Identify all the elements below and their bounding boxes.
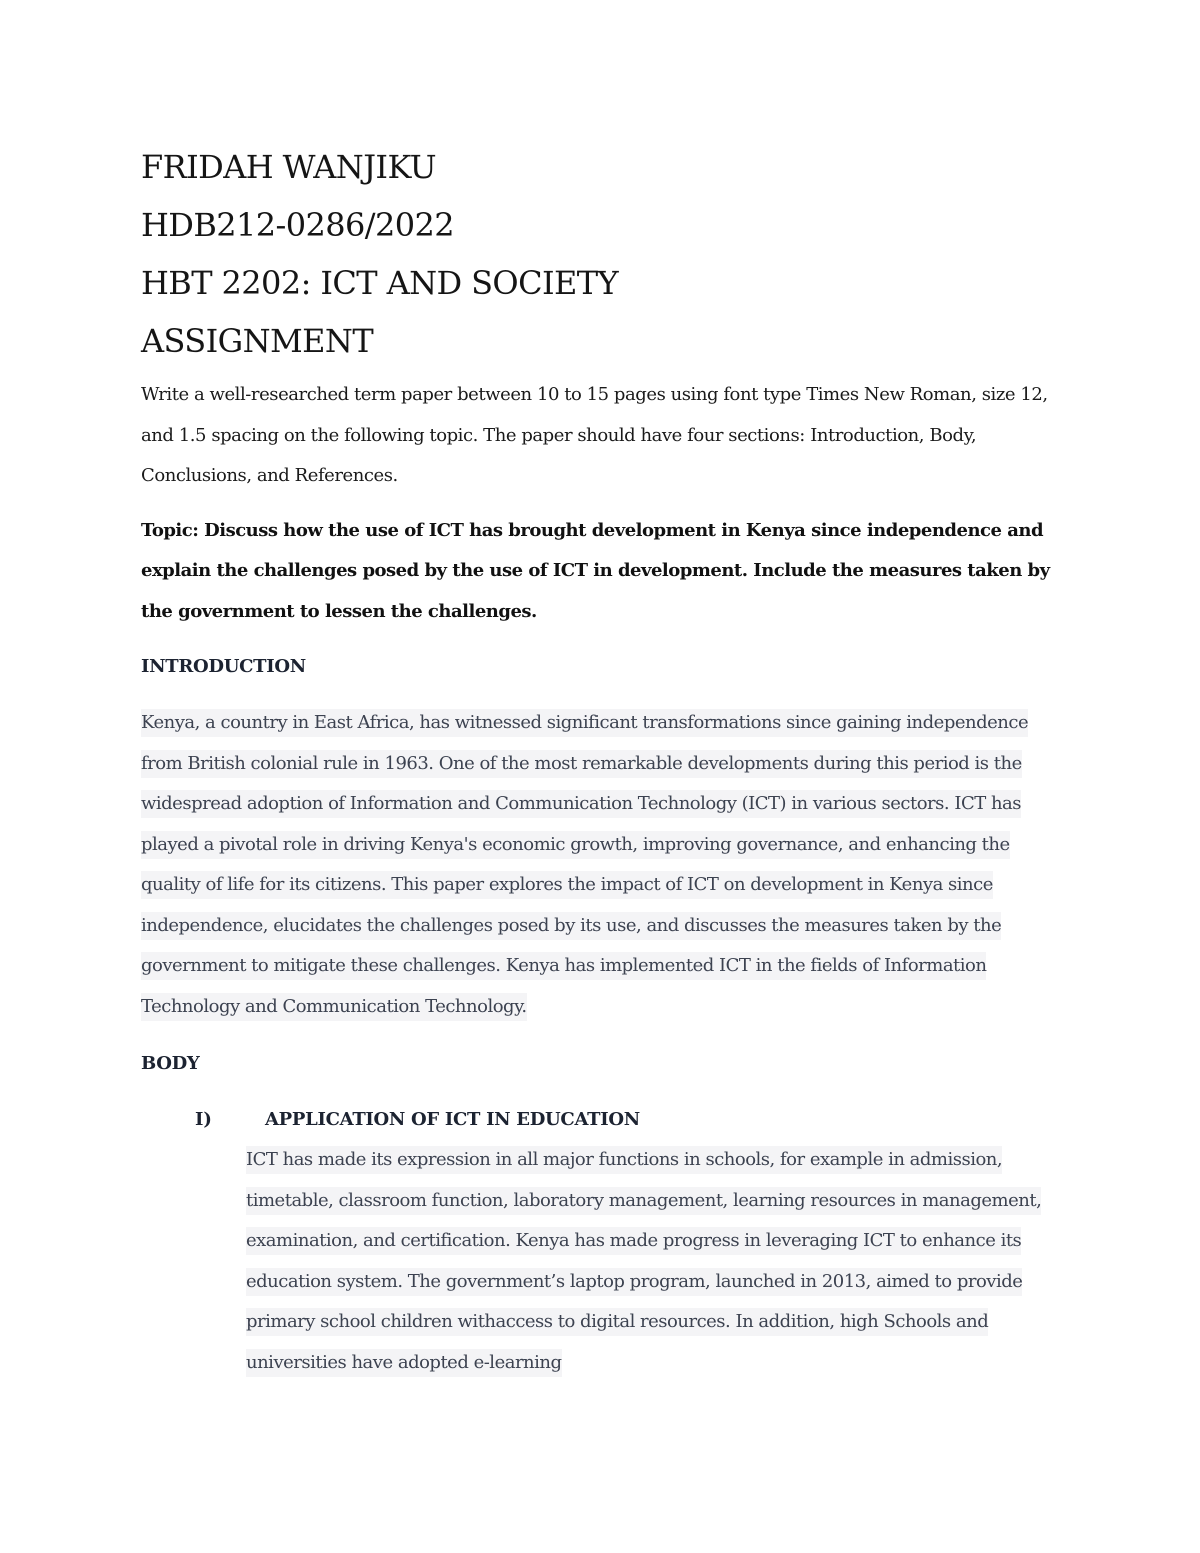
introduction-heading: INTRODUCTION xyxy=(141,656,306,677)
assignment-topic: Topic: Discuss how the use of ICT has brought development in Kenya since independence and explain the challenges posed by the use of ICT in development. Include the measures taken by the government to lessen the challenges. xyxy=(141,519,1050,622)
course-title: HBT 2202: ICT AND SOCIETY xyxy=(141,264,619,302)
subsection-text: ICT has made its expression in all major functions in schools, for example in admission, timetable, classroom function, laboratory management, learning resources in management, examination, and certification. Kenya has made progress in leveraging ICT to enhance its education system. The government’s laptop program, launched in 2013, aimed to provide primary school children withaccess to digital resources. In addition, high Schools and universities have adopted e-learning xyxy=(246,1146,1041,1377)
subsection-paragraph xyxy=(246,1140,1058,1383)
student-name: FRIDAH WANJIKU xyxy=(141,148,436,186)
subsection-title: APPLICATION OF ICT IN EDUCATION xyxy=(265,1109,640,1130)
document-type: ASSIGNMENT xyxy=(141,322,374,360)
body-subsection xyxy=(195,1100,1061,1383)
introduction-paragraph xyxy=(141,703,1061,1027)
assignment-instructions: Write a well-researched term paper between 10 to 15 pages using font type Times New Roman, size 12, and 1.5 spacing on the following topic. The paper should have four sections: Introduction, Body, Conclusions, and References. xyxy=(141,384,1048,486)
body-heading: BODY xyxy=(141,1053,200,1074)
subsection-heading xyxy=(195,1100,1061,1140)
subsection-number: I) xyxy=(195,1109,212,1130)
introduction-text: Kenya, a country in East Africa, has witnessed significant transformations since gaining independence from British colonial rule in 1963. One of the most remarkable developments during this period is the widespread adoption of Information and Communication Technology (ICT) in various sectors. ICT has played a pivotal role in driving Kenya's economic growth, improving governance, and enhancing the quality of life for its citizens. This paper explores the impact of ICT on development in Kenya since independence, elucidates the challenges posed by its use, and discusses the measures taken by the government to mitigate these challenges. Kenya has implemented ICT in the fields of Information Technology and Communication Technology. xyxy=(141,709,1028,1021)
document-content xyxy=(141,138,1061,1383)
registration-number: HDB212-0286/2022 xyxy=(141,206,455,244)
